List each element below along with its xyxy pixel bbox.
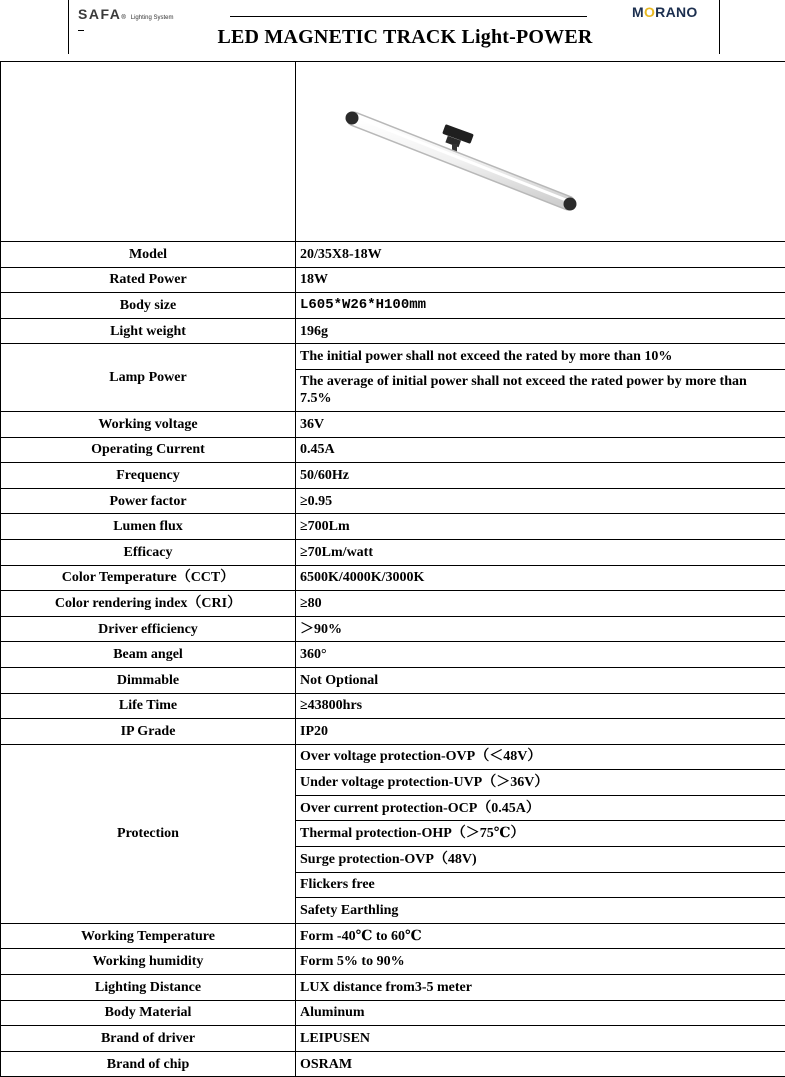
spec-label: Color rendering index（CRI） (1, 591, 296, 617)
spec-row (1, 514, 785, 540)
spec-row (1, 488, 785, 514)
spec-value: 50/60Hz (296, 463, 785, 489)
spec-value: ≥80 (296, 591, 785, 617)
spec-label: Efficacy (1, 539, 296, 565)
morano-logo: MORANO (632, 4, 698, 20)
spec-row (1, 667, 785, 693)
morano-logo-pin-icon: O (644, 4, 655, 20)
spec-row (1, 242, 785, 268)
spec-value: Form -40℃ to 60℃ (296, 923, 785, 949)
spec-value: Over current protection-OCP（0.45A） (296, 795, 785, 821)
spec-value: Surge protection-OVP（48V) (296, 847, 785, 873)
spec-row (1, 591, 785, 617)
spec-row (1, 693, 785, 719)
spec-value: The initial power shall not exceed the rated by more than 10% (296, 344, 785, 370)
spec-label: Protection (1, 744, 296, 923)
spec-row (1, 318, 785, 344)
spec-label: Model (1, 242, 296, 268)
spec-value: Form 5% to 90% (296, 949, 785, 975)
spec-value: Not Optional (296, 667, 785, 693)
spec-label: Brand of chip (1, 1051, 296, 1077)
spec-row (1, 344, 785, 370)
spec-value: ≥43800hrs (296, 693, 785, 719)
header-dash (78, 30, 84, 31)
image-row-blank (1, 62, 296, 242)
spec-value: LUX distance from3-5 meter (296, 975, 785, 1001)
registered-mark: ® (121, 15, 125, 21)
spec-label: Operating Current (1, 437, 296, 463)
spec-label: Rated Power (1, 267, 296, 293)
spec-row (1, 642, 785, 668)
spec-value: ≥700Lm (296, 514, 785, 540)
spec-label: Working humidity (1, 949, 296, 975)
spec-value: LEIPUSEN (296, 1026, 785, 1052)
safa-logo (78, 6, 173, 22)
spec-label: Lamp Power (1, 344, 296, 412)
spec-row (1, 1051, 785, 1077)
spec-value: L605*W26*H100mm (296, 293, 785, 319)
spec-value: ≥70Lm/watt (296, 539, 785, 565)
spec-label: Color Temperature（CCT） (1, 565, 296, 591)
spec-value: Safety Earthling (296, 898, 785, 924)
spec-value: ＞90% (296, 616, 785, 642)
spec-row (1, 975, 785, 1001)
spec-value: 360° (296, 642, 785, 668)
spec-label: Driver efficiency (1, 616, 296, 642)
spec-row (1, 719, 785, 745)
spec-value: 196g (296, 318, 785, 344)
safa-logo-text: SAFA (78, 6, 121, 22)
spec-value: Thermal protection-OHP（＞75℃） (296, 821, 785, 847)
spec-row (1, 411, 785, 437)
spec-row (1, 293, 785, 319)
spec-row (1, 565, 785, 591)
spec-row (1, 437, 785, 463)
spec-table (0, 61, 785, 1077)
header-divider-right (719, 0, 720, 54)
spec-row (1, 1026, 785, 1052)
safa-logo-subtitle: Lighting System (131, 15, 174, 21)
spec-row (1, 463, 785, 489)
spec-label: Body Material (1, 1000, 296, 1026)
spec-label: Dimmable (1, 667, 296, 693)
spec-label: Frequency (1, 463, 296, 489)
spec-value: IP20 (296, 719, 785, 745)
spec-row (1, 539, 785, 565)
header-divider-left (68, 0, 69, 54)
spec-label: Brand of driver (1, 1026, 296, 1052)
spec-label: Working voltage (1, 411, 296, 437)
spec-value: 0.45A (296, 437, 785, 463)
spec-label: Life Time (1, 693, 296, 719)
product-image-cell (296, 62, 785, 242)
spec-value: Aluminum (296, 1000, 785, 1026)
spec-value: Under voltage protection-UVP（＞36V） (296, 770, 785, 796)
spec-value: OSRAM (296, 1051, 785, 1077)
spec-row (1, 744, 785, 770)
spec-row (1, 616, 785, 642)
page-title: LED MAGNETIC TRACK Light-POWER (160, 26, 650, 49)
spec-label: Beam angel (1, 642, 296, 668)
spec-row (1, 267, 785, 293)
spec-row (1, 1000, 785, 1026)
spec-row (1, 923, 785, 949)
spec-value: 20/35X8-18W (296, 242, 785, 268)
spec-value: Flickers free (296, 872, 785, 898)
spec-label: IP Grade (1, 719, 296, 745)
product-image-row (1, 62, 785, 242)
spec-value: The average of initial power shall not exceed the rated power by more than 7.5% (296, 369, 785, 411)
spec-value: Over voltage protection-OVP（＜48V） (296, 744, 785, 770)
spec-row (1, 949, 785, 975)
track-light-image (296, 62, 785, 241)
spec-label: Body size (1, 293, 296, 319)
page-header (0, 0, 785, 60)
spec-label: Lumen flux (1, 514, 296, 540)
spec-label: Light weight (1, 318, 296, 344)
spec-label: Lighting Distance (1, 975, 296, 1001)
spec-label: Power factor (1, 488, 296, 514)
header-rule (230, 16, 587, 17)
spec-label: Working Temperature (1, 923, 296, 949)
spec-value: 18W (296, 267, 785, 293)
spec-value: 6500K/4000K/3000K (296, 565, 785, 591)
spec-value: 36V (296, 411, 785, 437)
spec-value: ≥0.95 (296, 488, 785, 514)
